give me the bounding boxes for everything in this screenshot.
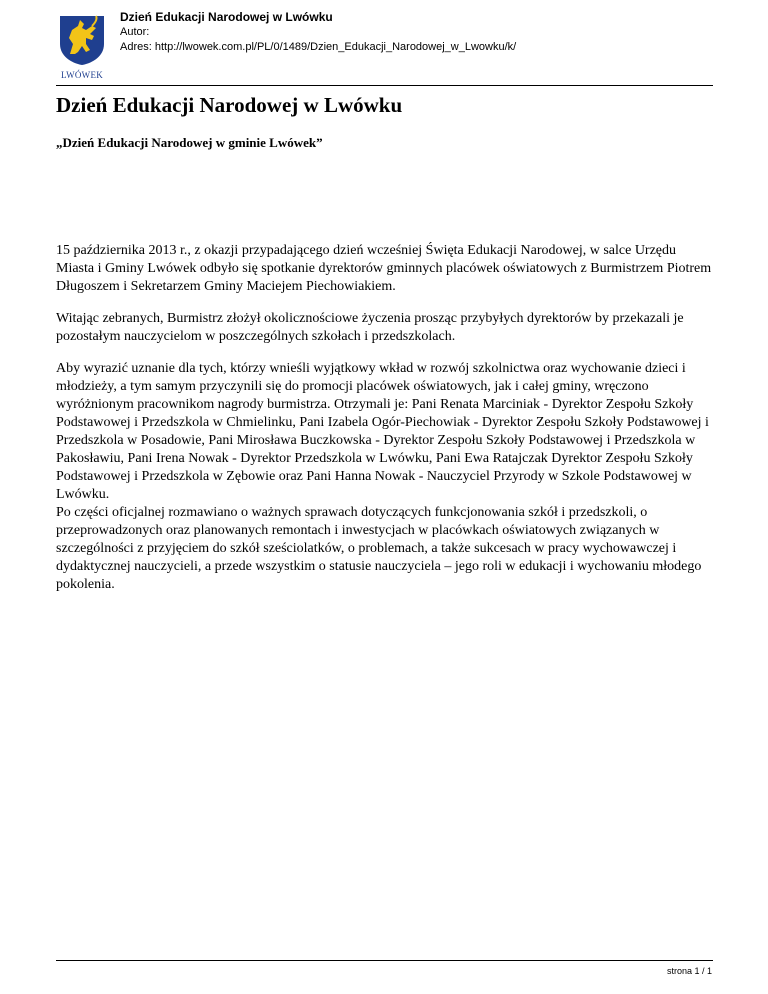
meta-address: Adres: http://lwowek.com.pl/PL/0/1489/Dzien_Edukacji_Narodowej_w_Lwowku/k/ (120, 41, 517, 53)
coat-of-arms-icon (56, 14, 108, 66)
document-meta (120, 10, 516, 55)
paragraph: Po części oficjalnej rozmawiano o ważnych sprawach dotyczących funkcjonowania szkół i przedszkoli, o przeprowadzonych oraz planowanych remontach i inwestycjach w placówkach oświatowych związanych w szczególności z przyjęciem do szkół sześciolatków, o problemach, a także sukcesach w pracy wychowawczej i dydaktycznej nauczycieli, a przede wszystkim o statusie nauczyciela – jego roli w edukacji i wychowaniu młodego pokolenia. (56, 505, 702, 592)
paragraph: Witając zebranych, Burmistrz złożył okolicznościowe życzenia prosząc przybyłych dyrektorów by przekazali je pozostałym nauczycielom w poszczególnych szkołach i przedszkolach. (56, 311, 684, 344)
page-number: strona 1 / 1 (666, 966, 712, 976)
header-divider (56, 85, 713, 86)
meta-author: Autor: (120, 26, 150, 38)
paragraph: 15 października 2013 r., z okazji przypadającego dzień wcześniej Święta Edukacji Narodowej, w salce Urzędu Miasta i Gminy Lwówek odbyło się spotkanie dyrektorów gminnych placówek oświatowych z Burmistrzem Piotrem Długoszem i Sekretarzem Gminy Maciejem Piechowiakiem. (56, 243, 712, 294)
page-header (56, 10, 716, 82)
page-title: Dzień Edukacji Narodowej w Lwówku (56, 93, 403, 117)
article-subtitle: „Dzień Edukacji Narodowej w gminie Lwówek” (56, 135, 323, 150)
paragraph: Aby wyrazić uznanie dla tych, którzy wnieśli wyjątkowy wkład w rozwój szkolnictwa oraz wychowanie dzieci i młodzieży, a tym samym przyczynili się do promocji placówek oświatowych, jak i całej gminy, wręczono wyróżnionym pracownikom nagrody burmistrza. Otrzymali je: Pani Renata Marciniak - Dyrektor Zespołu Szkoły Podstawowej i Przedszkola w Chmielinku, Pani Izabela Ogór-Piechowiak - Dyrektor Zespołu Szkoły Podstawowej i Przedszkola w Posadowie, Pani Mirosława Buczkowska - Dyrektor Zespołu Szkoły Podstawowej i Przedszkola w Pakosławiu, Pani Irena Nowak - Dyrektor Przedszkola w Lwówku, Pani Ewa Ratajczak Dyrektor Zespołu Szkoły Podstawowej i Przedszkola w Zębowie oraz Pani Hanna Nowak - Nauczyciel Przyrody w Szkole Podstawowej w Lwówku. (56, 361, 709, 502)
lwowek-logo (56, 14, 108, 84)
meta-title: Dzień Edukacji Narodowej w Lwówku (120, 10, 333, 24)
logo-caption: LWÓWEK (60, 70, 104, 80)
footer-divider (56, 960, 713, 961)
article-body (56, 242, 713, 608)
article-header (56, 92, 713, 151)
